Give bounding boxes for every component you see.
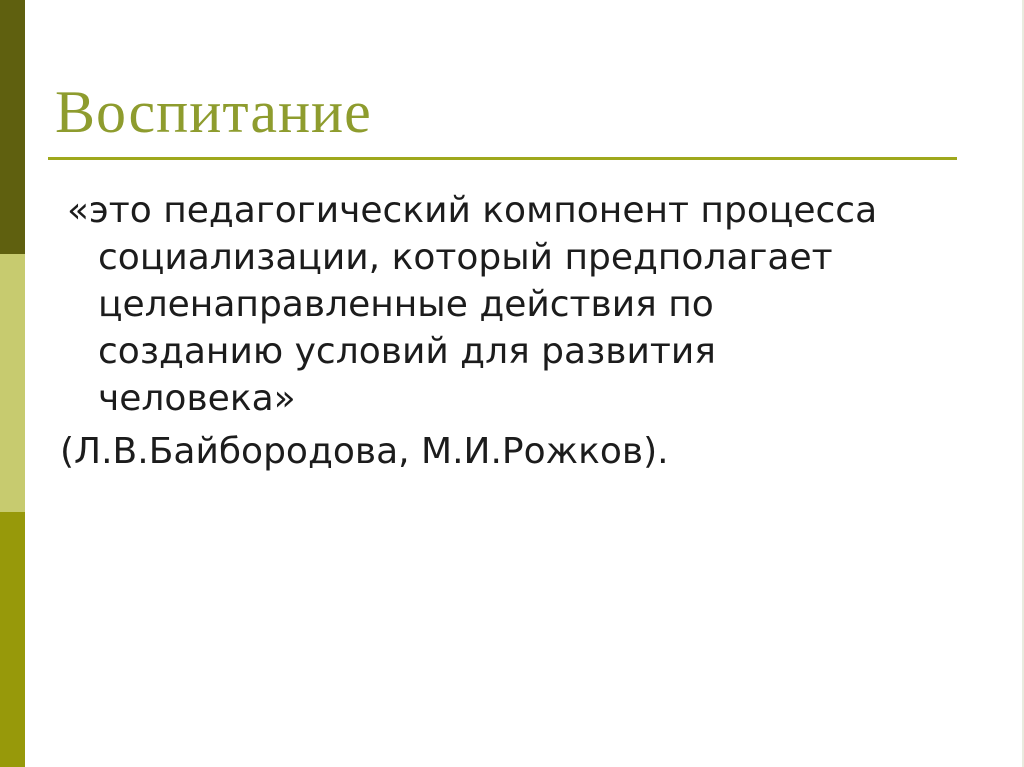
citation-text: (Л.В.Байбородова, М.И.Рожков). — [60, 431, 669, 472]
quote-line: человека» — [98, 378, 296, 419]
accent-bar-segment-olive — [0, 512, 25, 767]
slide-title: Воспитание — [55, 79, 372, 145]
accent-bar-segment-light — [0, 254, 25, 512]
title-underline — [48, 157, 957, 160]
quote-line: созданию условий для развития — [98, 331, 716, 372]
accent-bar-segment-dark — [0, 0, 25, 254]
quote-line: «это педагогический компонент процесса — [67, 190, 878, 231]
quote-text-block — [67, 187, 877, 422]
quote-line: целенаправленные действия по — [98, 284, 714, 325]
left-accent-bar — [0, 0, 25, 767]
quote-line: социализации, который предполагает — [98, 237, 833, 278]
